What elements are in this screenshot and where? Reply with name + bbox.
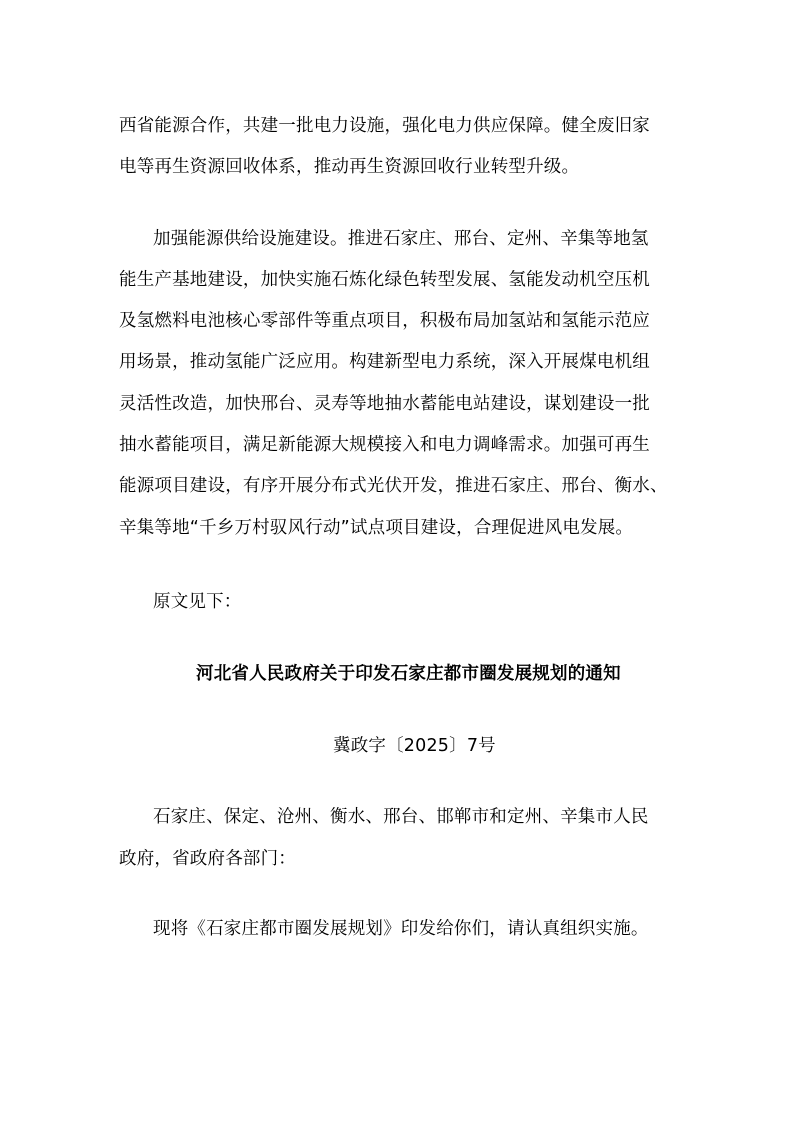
paragraph-line: 西省能源合作，共建一批电力设施，强化电力供应保障。健全废旧家	[119, 116, 650, 136]
paragraph-line: 电等再生资源回收体系，推动再生资源回收行业转型升级。	[119, 157, 580, 177]
paragraph-line: 能源项目建设，有序开展分布式光伏开发，推进石家庄、邢台、衡水、	[119, 476, 668, 496]
addressee-line: 政府，省政府各部门：	[119, 849, 296, 869]
paragraph-line: 加强能源供给设施建设。推进石家庄、邢台、定州、辛集等地氢	[153, 229, 649, 249]
paragraph-line: 辛集等地“千乡万村驭风行动”试点项目建设，合理促进风电发展。	[119, 518, 634, 538]
addressee-line: 石家庄、保定、沧州、衡水、邢台、邯郸市和定州、辛集市人民	[153, 807, 649, 827]
paragraph-line: 抽水蓄能项目，满足新能源大规模接入和电力调峰需求。加强可再生	[119, 435, 650, 455]
notice-title: 河北省人民政府关于印发石家庄都市圈发展规划的通知	[196, 664, 621, 684]
body-text: 现将《石家庄都市圈发展规划》印发给你们，请认真组织实施。	[153, 919, 649, 939]
paragraph-line: 灵活性改造，加快邢台、灵寿等地抽水蓄能电站建设，谋划建设一批	[119, 394, 650, 414]
original-text-label: 原文见下：	[153, 592, 242, 612]
paragraph-line: 能生产基地建设，加快实施石炼化绿色转型发展、氢能发动机空压机	[119, 270, 650, 290]
paragraph-line: 用场景，推动氢能广泛应用。构建新型电力系统，深入开展煤电机组	[119, 352, 650, 372]
document-number: 冀政字〔2025〕7号	[333, 736, 496, 756]
paragraph-line: 及氢燃料电池核心零部件等重点项目，积极布局加氢站和氢能示范应	[119, 311, 650, 331]
